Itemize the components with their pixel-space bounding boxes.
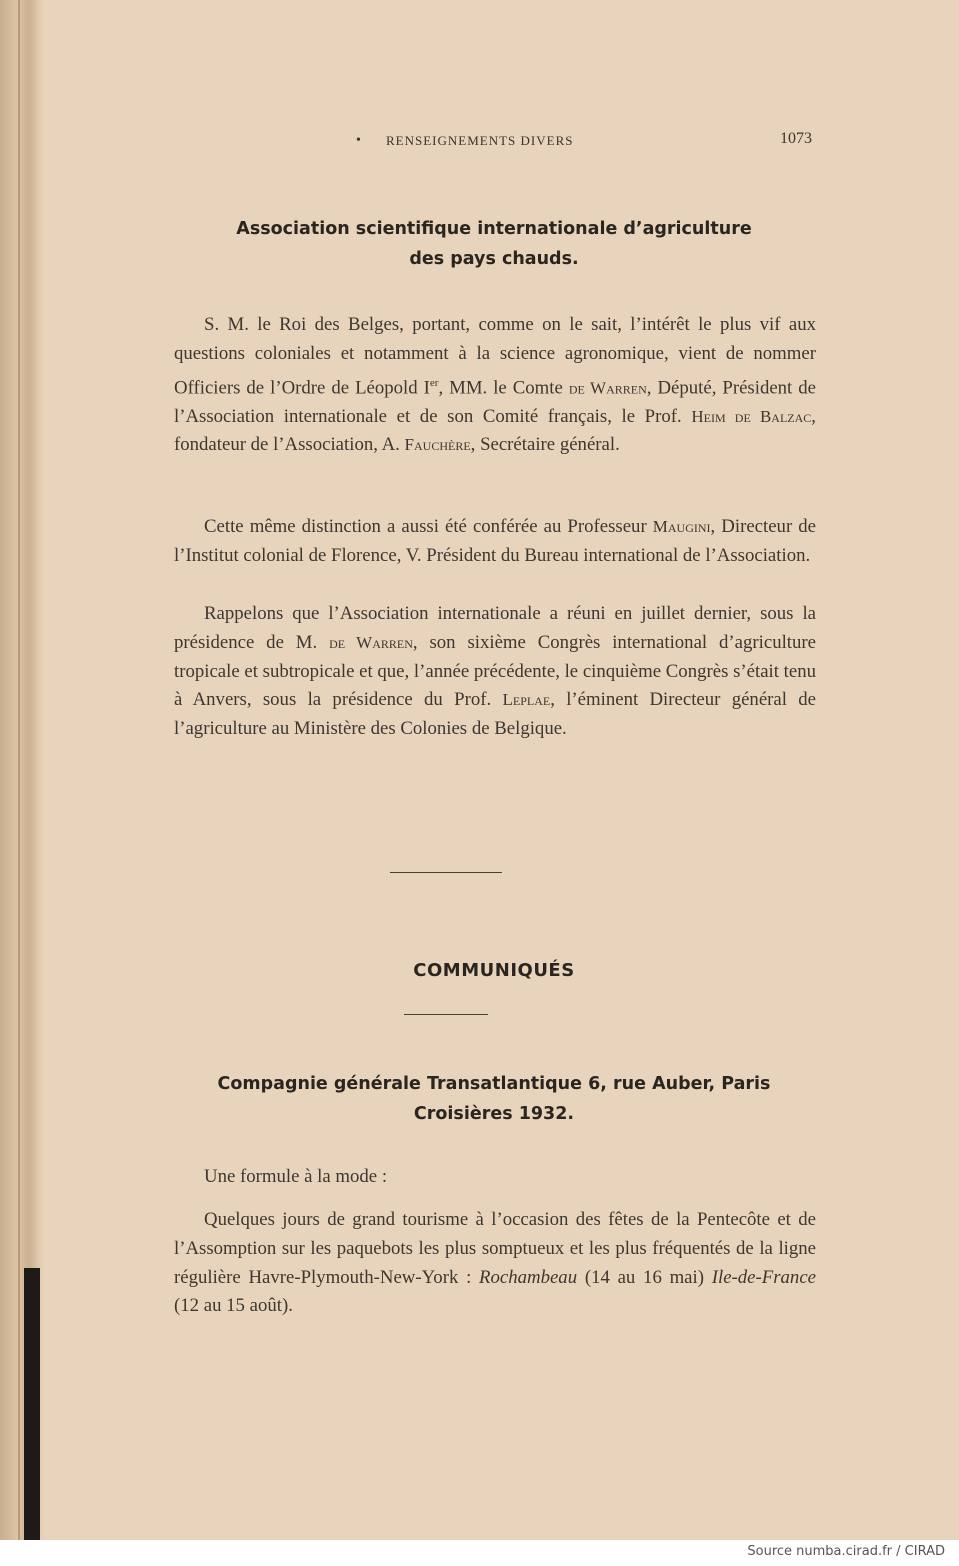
text-run: , l’éminent Directeur général de l’agriculture au Ministère des Colonies de Belgique. <box>174 689 816 740</box>
page-number: 1073 <box>780 130 812 147</box>
page-edge-rule <box>18 0 20 1540</box>
text-run: , Directeur de l’Institut colonial de Florence, V. Président du Bureau international de l’Association. <box>174 516 816 566</box>
article-title-line: des pays chauds. <box>409 249 579 269</box>
text-run: , fondateur de l’Association, A. <box>174 405 816 456</box>
article-title <box>174 214 814 274</box>
text-run: , son sixième Congrès international d’agriculture tropicale et subtropicale et que, l’année précédente, le cinquième Congrès s’était tenu à Anvers, sous la présidence du Prof. <box>174 631 816 711</box>
article-title-line: Croisières 1932. <box>413 1104 575 1124</box>
person-name: de Warren <box>329 632 413 652</box>
paragraph <box>174 1206 816 1321</box>
text-run: , MM. le Comte <box>438 376 569 398</box>
book-binding <box>24 1268 40 1540</box>
text-run: , Secrétaire général. <box>470 434 620 456</box>
person-name: de Warren <box>568 377 647 397</box>
paragraph: Une formule à la mode : <box>204 1166 388 1187</box>
ship-name: Rochambeau <box>479 1266 578 1288</box>
separator-rule <box>404 1014 488 1015</box>
text-run: Rappelons que l’Association internationale a réuni en juillet dernier, sous la présidence de M. <box>174 603 816 653</box>
header-bullet: • <box>356 133 361 148</box>
text-run: Quelques jours de grand tourisme à l’occasion des fêtes de la Pentecôte et de l’Assomption sur les paquebots les plus somptueux et les plus fréquentés de la ligne régulière Havre-Plymouth-New-York : <box>174 1209 816 1288</box>
person-name: Heim de Balzac <box>691 406 812 426</box>
running-title: RENSEIGNEMENTS DIVERS <box>386 133 574 148</box>
separator-rule <box>390 872 502 873</box>
paragraph <box>174 600 816 744</box>
text-run: (14 au 16 mai) <box>577 1266 712 1288</box>
text-run: Cette même distinction a aussi été conférée au Professeur <box>204 516 653 537</box>
article-title <box>174 1069 814 1129</box>
person-name: Fauchère <box>404 435 471 455</box>
source-credit: Source numba.cirad.fr / CIRAD <box>747 1544 945 1559</box>
person-name: Leplae <box>502 690 551 710</box>
paragraph <box>174 513 816 571</box>
paragraph <box>174 311 816 460</box>
page <box>44 0 959 1540</box>
running-header <box>344 130 864 154</box>
section-heading: COMMUNIQUÉS <box>413 960 575 981</box>
superscript: er <box>429 376 439 389</box>
text-run: S. M. le Roi des Belges, portant, comme on le sait, l’intérêt le plus vif aux questions coloniales et notamment à la science agronomique, vient de nommer Officiers de l’Ordre de Léopold I <box>174 314 816 398</box>
article-title-line: Association scientifique internationale d’agriculture <box>236 219 752 239</box>
ship-name: Ile-de-France <box>711 1266 816 1288</box>
article-title-line: Compagnie générale Transatlantique 6, rue Auber, Paris <box>217 1074 771 1094</box>
text-run: (12 au 15 août). <box>174 1295 293 1317</box>
text-run: , Député, Président de l’Association internationale et de son Comité français, le Prof. <box>174 376 816 427</box>
person-name: Maugini <box>652 517 711 536</box>
